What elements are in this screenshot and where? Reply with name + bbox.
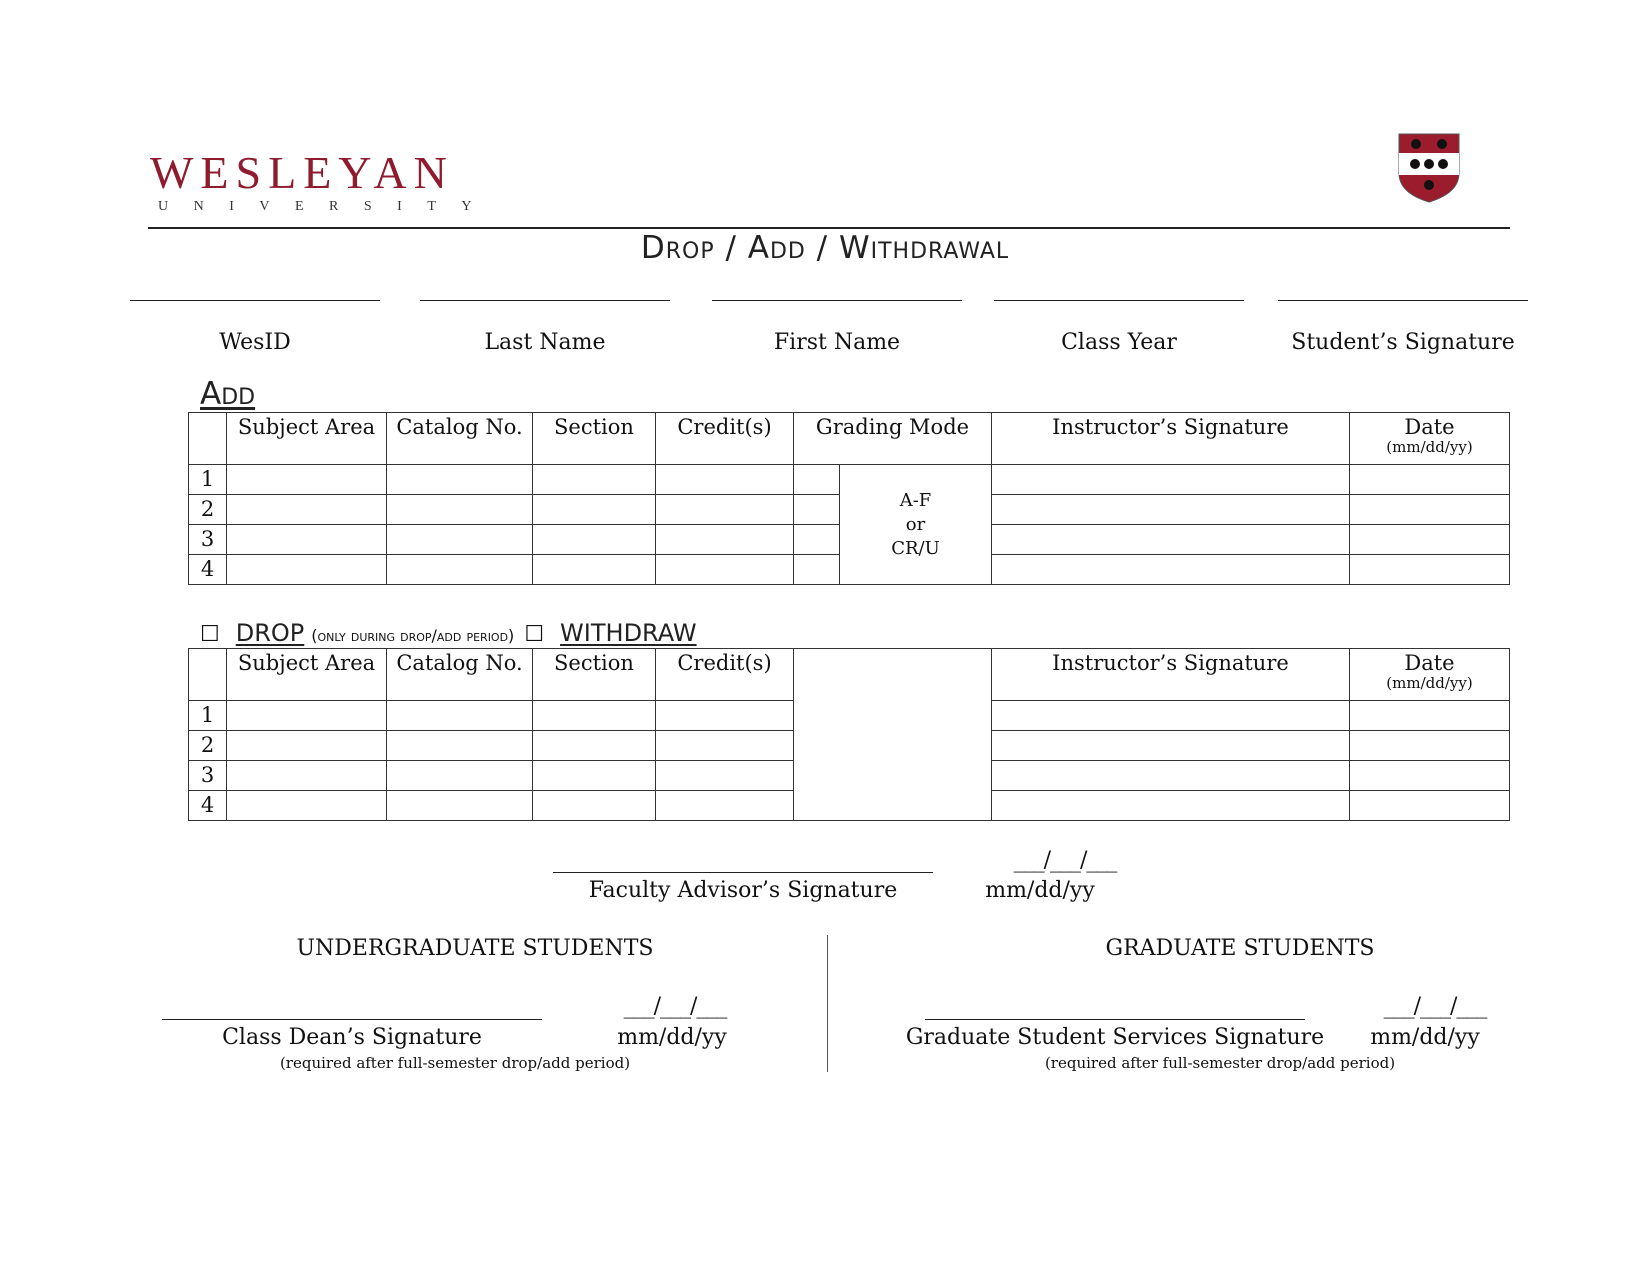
add-section-cell[interactable] [533, 525, 656, 555]
withdraw-label: WITHDRAW [560, 619, 697, 647]
drop-withdraw-heading [200, 619, 697, 647]
header-rule [148, 227, 1510, 229]
logo-subtitle: UNIVERSITY [158, 199, 497, 214]
add-catalog-cell[interactable] [387, 495, 533, 525]
add-grading-checkbox[interactable] [794, 465, 840, 495]
grading-option-cru: CR/U [891, 537, 940, 559]
drop-subject-cell[interactable] [227, 731, 387, 761]
last-name-label: Last Name [484, 330, 606, 355]
class-dean-date-label: mm/dd/yy [617, 1025, 727, 1050]
row-number: 3 [189, 525, 227, 555]
drop-subject-cell[interactable] [227, 761, 387, 791]
add-instructor-cell[interactable] [992, 525, 1350, 555]
drop-section-cell[interactable] [533, 701, 656, 731]
add-subject-cell[interactable] [227, 525, 387, 555]
add-subject-cell[interactable] [227, 465, 387, 495]
gss-signature-label: Graduate Student Services Signature [905, 1025, 1325, 1050]
drop-instructor-cell[interactable] [992, 701, 1350, 731]
drop-date-cell[interactable] [1350, 701, 1510, 731]
wesid-label: WesID [219, 330, 291, 355]
drop-credits-cell[interactable] [656, 701, 794, 731]
row-number: 3 [189, 761, 227, 791]
withdraw-checkbox[interactable]: ☐ [524, 622, 545, 647]
wesid-line[interactable] [130, 300, 380, 301]
student-signature-line[interactable] [1278, 300, 1528, 301]
drop-table [188, 648, 1510, 821]
grading-option-or: or [905, 513, 926, 535]
add-grading-checkbox[interactable] [794, 525, 840, 555]
row-number: 1 [189, 465, 227, 495]
gss-signature-line[interactable] [925, 1019, 1305, 1020]
drop-instructor-cell[interactable] [992, 791, 1350, 821]
advisor-date-label: mm/dd/yy [985, 878, 1095, 903]
gss-date-label: mm/dd/yy [1370, 1025, 1480, 1050]
drop-section-cell[interactable] [533, 731, 656, 761]
drop-catalog-cell[interactable] [387, 701, 533, 731]
add-catalog-cell[interactable] [387, 465, 533, 495]
class-year-line[interactable] [994, 300, 1244, 301]
drop-credits-cell[interactable] [656, 791, 794, 821]
add-instructor-cell[interactable] [992, 465, 1350, 495]
form-title: Drop / Add / Withdrawal [640, 230, 1010, 266]
drop-instructor-cell[interactable] [992, 761, 1350, 791]
add-catalog-cell[interactable] [387, 525, 533, 555]
drop-header-instructor: Instructor’s Signature [992, 649, 1350, 701]
add-subject-cell[interactable] [227, 495, 387, 525]
grading-options [840, 465, 992, 585]
drop-header-subject: Subject Area [227, 649, 387, 701]
class-dean-signature-line[interactable] [162, 1019, 542, 1020]
advisor-date-blank[interactable]: ___/___/___ [1013, 848, 1117, 873]
drop-credits-cell[interactable] [656, 761, 794, 791]
drop-header-corner [189, 649, 227, 701]
add-header-date: Date (mm/dd/yy) [1350, 413, 1510, 465]
class-dean-signature-label: Class Dean’s Signature [222, 1025, 482, 1050]
drop-instructor-cell[interactable] [992, 731, 1350, 761]
class-dean-note: (required after full-semester drop/add period) [279, 1054, 631, 1072]
class-year-label: Class Year [1061, 330, 1177, 355]
add-grading-checkbox[interactable] [794, 555, 840, 585]
drop-header-date: Date (mm/dd/yy) [1350, 649, 1510, 701]
first-name-label: First Name [773, 330, 901, 355]
drop-section-cell[interactable] [533, 791, 656, 821]
drop-subject-cell[interactable] [227, 701, 387, 731]
row-number: 4 [189, 555, 227, 585]
add-header-subject: Subject Area [227, 413, 387, 465]
student-signature-label: Student’s Signature [1291, 330, 1515, 355]
university-crest-icon [1398, 133, 1460, 203]
add-date-cell[interactable] [1350, 495, 1510, 525]
add-heading: Add [200, 376, 256, 412]
class-dean-date-blank[interactable]: ___/___/___ [623, 994, 727, 1019]
drop-date-cell[interactable] [1350, 761, 1510, 791]
add-instructor-cell[interactable] [992, 555, 1350, 585]
add-table [188, 412, 1510, 585]
drop-section-cell[interactable] [533, 761, 656, 791]
section-divider [827, 935, 828, 1072]
drop-note: (only during drop/add period) [311, 626, 515, 645]
first-name-line[interactable] [712, 300, 962, 301]
add-date-cell[interactable] [1350, 555, 1510, 585]
row-number: 2 [189, 731, 227, 761]
add-section-cell[interactable] [533, 465, 656, 495]
add-credits-cell[interactable] [656, 495, 794, 525]
drop-date-cell[interactable] [1350, 791, 1510, 821]
add-grading-checkbox[interactable] [794, 495, 840, 525]
row-number: 2 [189, 495, 227, 525]
advisor-signature-label: Faculty Advisor’s Signature [588, 878, 898, 903]
gss-note: (required after full-semester drop/add period) [1044, 1054, 1396, 1072]
undergraduate-heading: UNDERGRADUATE STUDENTS [296, 936, 654, 961]
drop-blank-block [794, 649, 992, 821]
drop-subject-cell[interactable] [227, 791, 387, 821]
add-credits-cell[interactable] [656, 465, 794, 495]
drop-header-catalog: Catalog No. [387, 649, 533, 701]
drop-header-credits: Credit(s) [656, 649, 794, 701]
add-header-grading-mode: Grading Mode [794, 413, 992, 465]
add-date-cell[interactable] [1350, 465, 1510, 495]
drop-catalog-cell[interactable] [387, 731, 533, 761]
drop-catalog-cell[interactable] [387, 761, 533, 791]
add-subject-cell[interactable] [227, 555, 387, 585]
table-row [189, 465, 1510, 495]
logo-wordmark: WESLEYAN [150, 147, 454, 198]
add-header-section: Section [533, 413, 656, 465]
row-number: 1 [189, 701, 227, 731]
drop-label: DROP [235, 619, 305, 647]
gss-date-blank[interactable]: ___/___/___ [1383, 994, 1487, 1019]
drop-header-section: Section [533, 649, 656, 701]
add-header-catalog: Catalog No. [387, 413, 533, 465]
row-number: 4 [189, 791, 227, 821]
advisor-signature-line[interactable] [553, 872, 933, 873]
drop-catalog-cell[interactable] [387, 791, 533, 821]
drop-credits-cell[interactable] [656, 731, 794, 761]
add-header-instructor: Instructor’s Signature [992, 413, 1350, 465]
add-section-cell[interactable] [533, 555, 656, 585]
grading-option-af: A-F [899, 489, 932, 511]
add-date-cell[interactable] [1350, 525, 1510, 555]
add-catalog-cell[interactable] [387, 555, 533, 585]
add-header-corner [189, 413, 227, 465]
last-name-line[interactable] [420, 300, 670, 301]
add-credits-cell[interactable] [656, 555, 794, 585]
add-instructor-cell[interactable] [992, 495, 1350, 525]
add-credits-cell[interactable] [656, 525, 794, 555]
drop-date-cell[interactable] [1350, 731, 1510, 761]
drop-checkbox[interactable]: ☐ [200, 622, 220, 647]
graduate-heading: GRADUATE STUDENTS [1105, 936, 1375, 961]
add-header-credits: Credit(s) [656, 413, 794, 465]
add-section-cell[interactable] [533, 495, 656, 525]
